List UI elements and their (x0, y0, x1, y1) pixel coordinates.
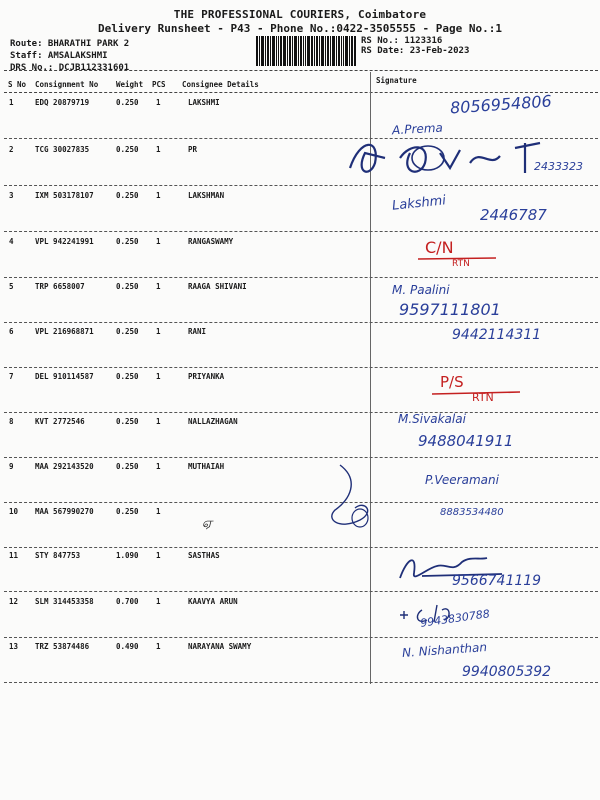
cell-consignment: DEL 910114587 (35, 372, 94, 381)
stamp-bottom-text: RTN (472, 391, 494, 404)
cell-sno: 1 (9, 98, 14, 107)
cell-consignee: MUTHAIAH (188, 462, 225, 471)
cell-sno: 7 (9, 372, 14, 381)
row-divider (4, 457, 598, 458)
signature-scribble (320, 460, 380, 540)
handwritten-phone: 9943830788 (419, 607, 491, 630)
cell-consignee: NARAYANA SWAMY (188, 642, 252, 651)
handwritten-name: M.Sivakalai (398, 412, 466, 426)
cell-weight: 0.250 (116, 282, 139, 291)
row-divider (4, 367, 598, 368)
cell-consignee: RAAGA SHIVANI (188, 282, 247, 291)
cell-pcs: 1 (156, 372, 161, 381)
cell-consignment: TRZ 53874486 (35, 642, 90, 651)
cell-sno: 2 (9, 145, 14, 154)
row-divider (4, 637, 598, 638)
cell-consignee: PR (188, 145, 198, 154)
cell-sno: 5 (9, 282, 14, 291)
cell-weight: 0.250 (116, 507, 139, 516)
cell-weight: 0.250 (116, 462, 139, 471)
cell-consignment: MAA 567990270 (35, 507, 94, 516)
cell-consignee: LAKSHMAN (188, 191, 225, 200)
handwritten-name: A.Prema (391, 120, 444, 138)
table-row (0, 507, 600, 553)
header-divider-bottom (4, 92, 598, 93)
cell-weight: 0.700 (116, 597, 139, 606)
table-row (0, 282, 600, 328)
col-weight-header: Weight (116, 80, 144, 89)
handwritten-phone: 9442114311 (452, 327, 542, 343)
handwritten-name: M. Paalini (392, 283, 450, 297)
col-sno-header: S No (8, 80, 27, 89)
cell-pcs: 1 (156, 145, 161, 154)
handwritten-phone: 9597111801 (399, 300, 501, 319)
cell-consignee: RANI (188, 327, 207, 336)
cell-pcs: 1 (156, 642, 161, 651)
cell-sno: 3 (9, 191, 14, 200)
cell-pcs: 1 (156, 191, 161, 200)
cell-weight: 0.250 (116, 417, 139, 426)
col-consignee-header: Consignee Details (182, 80, 259, 89)
cell-consignment: VPL 942241991 (35, 237, 94, 246)
cell-weight: 0.250 (116, 191, 139, 200)
cell-consignment: MAA 292143520 (35, 462, 94, 471)
handwritten-name: Lakshmi (391, 193, 447, 214)
cell-pcs: 1 (156, 462, 161, 471)
stamp-top-text: P/S (440, 373, 464, 391)
rs-number: RS No.: 1123316 (361, 36, 443, 46)
cell-weight: 0.250 (116, 372, 139, 381)
col-consignment-header: Consignment No (35, 80, 99, 89)
cell-sno: 6 (9, 327, 14, 336)
cell-pcs: 1 (156, 417, 161, 426)
cell-pcs: 1 (156, 98, 161, 107)
handwritten-phone: 2433323 (534, 160, 583, 173)
cell-consignment: VPL 216968871 (35, 327, 94, 336)
cell-consignment: SLM 314453358 (35, 597, 94, 606)
row-divider (4, 322, 598, 323)
cell-consignment: TRP 6658007 (35, 282, 85, 291)
cell-weight: 0.490 (116, 642, 139, 651)
handwritten-phone: 9488041911 (418, 432, 514, 450)
stamp-top-text: C/N (425, 238, 454, 257)
handwritten-name: P.Veeramani (425, 473, 499, 487)
cell-sno: 12 (9, 597, 19, 606)
cell-consignee: PRIYANKA (188, 372, 225, 381)
signature-scribble (340, 128, 590, 188)
cell-sno: 13 (9, 642, 19, 651)
handwritten-phone: 2446787 (480, 206, 547, 224)
col-pcs-header: PCS (152, 80, 166, 89)
cell-consignment: TCG 30027835 (35, 145, 90, 154)
cell-sno: 10 (9, 507, 19, 516)
row-divider (4, 277, 598, 278)
row-divider (4, 412, 598, 413)
table-row (0, 462, 600, 508)
cell-consignee: SASTHAS (188, 551, 220, 560)
cell-pcs: 1 (156, 282, 161, 291)
row-divider (4, 591, 598, 592)
cell-weight: 0.250 (116, 237, 139, 246)
handwritten-phone: 8056954806 (449, 91, 553, 118)
row-divider (4, 231, 598, 232)
handwritten-phone: 8883534480 (440, 507, 504, 518)
table-row (0, 597, 600, 643)
handwritten-phone: 9940805392 (462, 664, 552, 680)
cell-weight: 0.250 (116, 145, 139, 154)
row-divider (4, 502, 598, 503)
cell-weight: 0.250 (116, 98, 139, 107)
staff-label: Staff: AMSALAKSHMI (10, 51, 108, 61)
table-row (0, 237, 600, 283)
cell-sno: 4 (9, 237, 14, 246)
stamp-bottom-text: RTN (452, 259, 470, 269)
handwritten-phone: 9566741119 (452, 573, 542, 589)
barcode-image (256, 36, 356, 66)
cell-pcs: 1 (156, 327, 161, 336)
cell-sno: 8 (9, 417, 14, 426)
cell-pcs: 1 (156, 237, 161, 246)
cell-consignment: KVT 2772546 (35, 417, 85, 426)
runsheet-subtitle: Delivery Runsheet - P43 - Phone No.:0422-3505555 - Page No.:1 (98, 22, 502, 35)
cell-sno: 9 (9, 462, 14, 471)
cell-sno: 11 (9, 551, 19, 560)
drs-label: DRS No.: DCJB112331601 (10, 63, 130, 73)
company-title: THE PROFESSIONAL COURIERS, Coimbatore (173, 8, 427, 21)
cell-weight: 0.250 (116, 327, 139, 336)
cell-consignee: KAAVYA ARUN (188, 597, 238, 606)
cell-pcs: 1 (156, 507, 161, 516)
handwritten-name: N. Nishanthan (401, 640, 488, 660)
cell-consignment: IXM 503178107 (35, 191, 94, 200)
cell-consignee: NALLAZHAGAN (188, 417, 238, 426)
header-divider-top (4, 70, 598, 71)
col-signature-header: Signature (376, 76, 417, 85)
cell-consignment: EDQ 20879719 (35, 98, 90, 107)
cell-consignee: RANGASWAMY (188, 237, 234, 246)
cell-weight: 1.090 (116, 551, 139, 560)
handwritten-mark: ஏ (202, 516, 213, 531)
cell-consignee: LAKSHMI (188, 98, 220, 107)
cell-consignment: STY 847753 (35, 551, 81, 560)
cell-pcs: 1 (156, 597, 161, 606)
rs-date: RS Date: 23-Feb-2023 (361, 46, 470, 56)
row-divider (4, 682, 598, 683)
cell-pcs: 1 (156, 551, 161, 560)
route-label: Route: BHARATHI PARK 2 (10, 39, 130, 49)
